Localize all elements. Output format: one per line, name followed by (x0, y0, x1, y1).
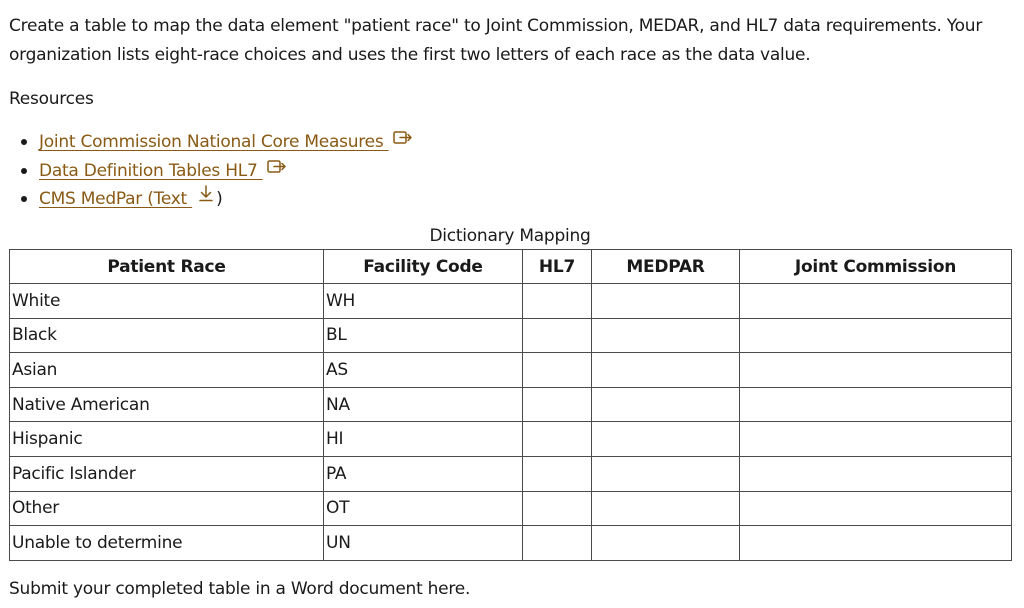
header-hl7: HL7 (523, 250, 592, 284)
joint-commission-cell (740, 353, 1012, 388)
header-facility-code: Facility Code (324, 250, 523, 284)
hl7-tables-link-label: Data Definition Tables HL7 (39, 160, 258, 181)
table-row (10, 456, 1012, 491)
download-icon[interactable] (198, 183, 214, 212)
joint-commission-link[interactable] (39, 132, 389, 152)
joint-commission-cell (740, 284, 1012, 319)
facility-code-cell: PA (324, 456, 523, 491)
cms-medpar-link-label: CMS MedPar (Text (39, 189, 187, 209)
medpar-cell (592, 526, 740, 561)
table-caption: Dictionary Mapping (429, 226, 591, 246)
hl7-cell (523, 387, 592, 422)
medpar-cell (592, 422, 740, 457)
joint-commission-link-label: Joint Commission National Core Measures (39, 132, 384, 152)
joint-commission-cell (740, 456, 1012, 491)
hl7-cell (523, 422, 592, 457)
facility-code-cell: UN (324, 526, 523, 561)
external-link-icon[interactable] (267, 155, 287, 184)
race-cell: Native American (10, 387, 324, 422)
hl7-cell (523, 353, 592, 388)
race-cell: Other (10, 491, 324, 526)
external-link-icon[interactable] (393, 126, 413, 155)
table-header-row (10, 250, 1012, 284)
joint-commission-cell (740, 318, 1012, 353)
facility-code-cell: HI (324, 422, 523, 457)
table-row (10, 353, 1012, 388)
hl7-cell (523, 318, 592, 353)
race-cell: Asian (10, 353, 324, 388)
facility-code-cell: OT (324, 491, 523, 526)
facility-code-cell: WH (324, 284, 523, 319)
table-row (10, 422, 1012, 457)
table-row (10, 284, 1012, 319)
header-medpar: MEDPAR (592, 250, 740, 284)
dictionary-mapping-table (9, 249, 1012, 561)
header-joint-commission: Joint Commission (740, 250, 1012, 284)
medpar-cell (592, 284, 740, 319)
cms-medpar-link[interactable] (39, 189, 192, 209)
medpar-cell (592, 353, 740, 388)
joint-commission-cell (740, 526, 1012, 561)
medpar-cell (592, 456, 740, 491)
hl7-cell (523, 526, 592, 561)
race-cell: White (10, 284, 324, 319)
medpar-cell (592, 318, 740, 353)
medpar-cell (592, 491, 740, 526)
race-cell: Unable to determine (10, 526, 324, 561)
joint-commission-cell (740, 422, 1012, 457)
hl7-cell (523, 491, 592, 526)
race-cell: Pacific Islander (10, 456, 324, 491)
joint-commission-cell (740, 491, 1012, 526)
race-cell: Hispanic (10, 422, 324, 457)
table-row (10, 526, 1012, 561)
hl7-cell (523, 456, 592, 491)
facility-code-cell: NA (324, 387, 523, 422)
resource-item-hl7 (0, 157, 413, 186)
facility-code-cell: AS (324, 353, 523, 388)
header-patient-race: Patient Race (10, 250, 324, 284)
submission-instructions: Submit your completed table in a Word document here. (9, 579, 471, 599)
medpar-cell (592, 387, 740, 422)
table-row (10, 387, 1012, 422)
resource-item-joint-commission (0, 128, 413, 157)
resources-heading: Resources (9, 89, 94, 109)
resource-item-medpar (0, 185, 413, 214)
instructions-text: Create a table to map the data element "patient race" to Joint Commission, MEDAR, and HL7 data requirements. Your organization lists eight-race choices and uses the first two letters of each race as the data value. (9, 16, 983, 65)
table-row (10, 318, 1012, 353)
medpar-closing-paren: ) (216, 189, 223, 209)
facility-code-cell: BL (324, 318, 523, 353)
table-row (10, 491, 1012, 526)
hl7-cell (523, 284, 592, 319)
hl7-tables-link[interactable] (39, 161, 263, 181)
race-cell: Black (10, 318, 324, 353)
joint-commission-cell (740, 387, 1012, 422)
resources-list (0, 128, 413, 214)
